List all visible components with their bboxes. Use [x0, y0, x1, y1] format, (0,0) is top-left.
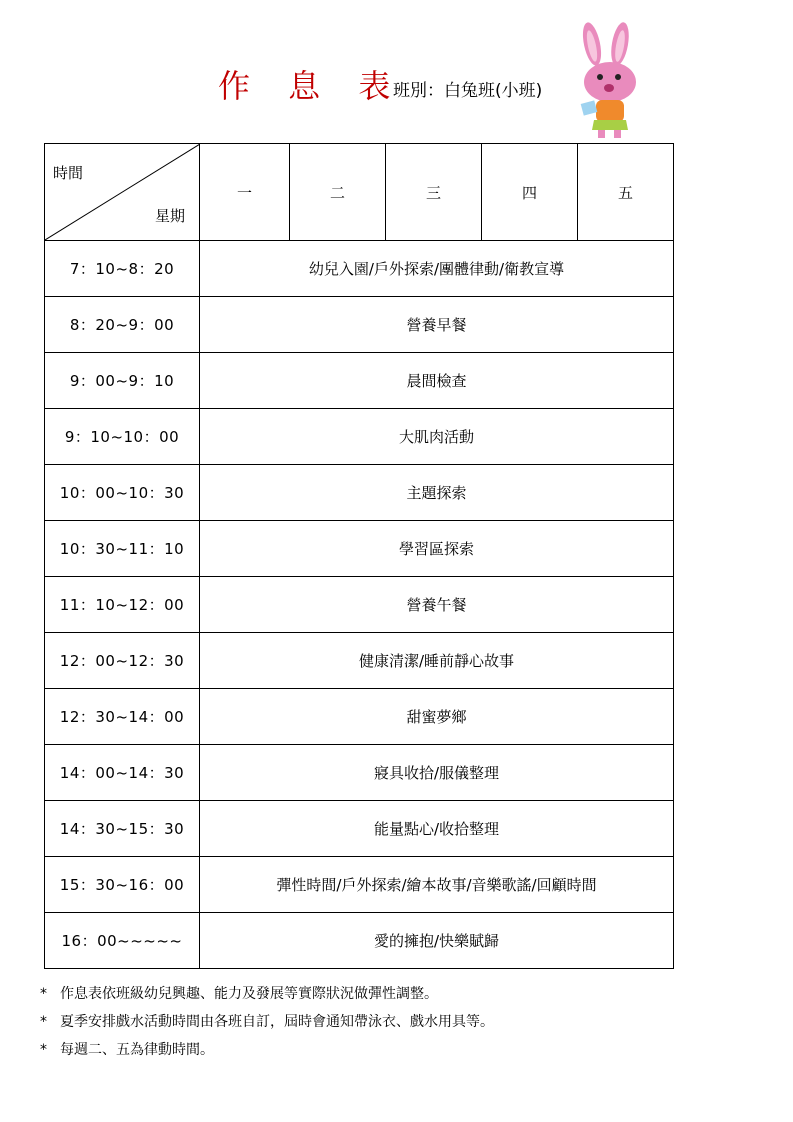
time-cell: 16：00~~~~~: [45, 913, 200, 969]
table-row: [45, 913, 674, 969]
activity-cell: 健康清潔/睡前靜心故事: [200, 633, 674, 689]
table-row: [45, 465, 674, 521]
activity-cell: 大肌肉活動: [200, 409, 674, 465]
notes-list: [40, 980, 494, 1064]
table-row: [45, 577, 674, 633]
note-item: [40, 980, 494, 1008]
day-header-mon: 一: [200, 144, 290, 241]
time-cell: 12：30~14：00: [45, 689, 200, 745]
activity-cell: 學習區探索: [200, 521, 674, 577]
table-row: [45, 801, 674, 857]
table-row: [45, 353, 674, 409]
table-row: [45, 297, 674, 353]
note-item: [40, 1008, 494, 1036]
time-cell: 14：00~14：30: [45, 745, 200, 801]
note-text: 夏季安排戲水活動時間由各班自訂，屆時會通知帶泳衣、戲水用具等。: [60, 1014, 494, 1030]
activity-cell: 彈性時間/戶外探索/繪本故事/音樂歌謠/回顧時間: [200, 857, 674, 913]
day-header-thu: 四: [482, 144, 578, 241]
page-title: 作 息 表: [218, 67, 405, 105]
time-cell: 9：00~9：10: [45, 353, 200, 409]
time-cell: 10：00~10：30: [45, 465, 200, 521]
table-row: [45, 633, 674, 689]
time-cell: 10：30~11：10: [45, 521, 200, 577]
time-cell: 12：00~12：30: [45, 633, 200, 689]
time-cell: 9：10~10：00: [45, 409, 200, 465]
day-header-fri: 五: [578, 144, 674, 241]
bunny-mascot-icon: [570, 22, 650, 142]
note-text: 每週二、五為律動時間。: [60, 1042, 214, 1058]
time-cell: 14：30~15：30: [45, 801, 200, 857]
day-header-tue: 二: [290, 144, 386, 241]
activity-cell: 寢具收拾/服儀整理: [200, 745, 674, 801]
time-cell: 7：10~8：20: [45, 241, 200, 297]
class-label: 班別：白兔班(小班): [393, 81, 543, 101]
header-row: [45, 144, 674, 241]
time-header-label: 時間: [53, 164, 84, 182]
table-row: [45, 241, 674, 297]
table-row: [45, 857, 674, 913]
note-bullet: *: [40, 1042, 47, 1058]
note-text: 作息表依班級幼兒興趣、能力及發展等實際狀況做彈性調整。: [60, 986, 438, 1002]
table-row: [45, 745, 674, 801]
table-row: [45, 689, 674, 745]
activity-cell: 營養午餐: [200, 577, 674, 633]
activity-cell: 晨間檢查: [200, 353, 674, 409]
weekday-header-label: 星期: [154, 207, 185, 225]
note-item: [40, 1036, 494, 1064]
note-bullet: *: [40, 1014, 47, 1030]
note-bullet: *: [40, 986, 47, 1002]
activity-cell: 營養早餐: [200, 297, 674, 353]
day-header-wed: 三: [386, 144, 482, 241]
time-cell: 15：30~16：00: [45, 857, 200, 913]
activity-cell: 甜蜜夢鄉: [200, 689, 674, 745]
corner-header-cell: [45, 144, 200, 241]
schedule-table: [44, 143, 674, 969]
table-row: [45, 521, 674, 577]
table-row: [45, 409, 674, 465]
activity-cell: 幼兒入園/戶外探索/團體律動/衛教宣導: [200, 241, 674, 297]
activity-cell: 能量點心/收拾整理: [200, 801, 674, 857]
time-cell: 11：10~12：00: [45, 577, 200, 633]
time-cell: 8：20~9：00: [45, 297, 200, 353]
activity-cell: 主題探索: [200, 465, 674, 521]
activity-cell: 愛的擁抱/快樂賦歸: [200, 913, 674, 969]
